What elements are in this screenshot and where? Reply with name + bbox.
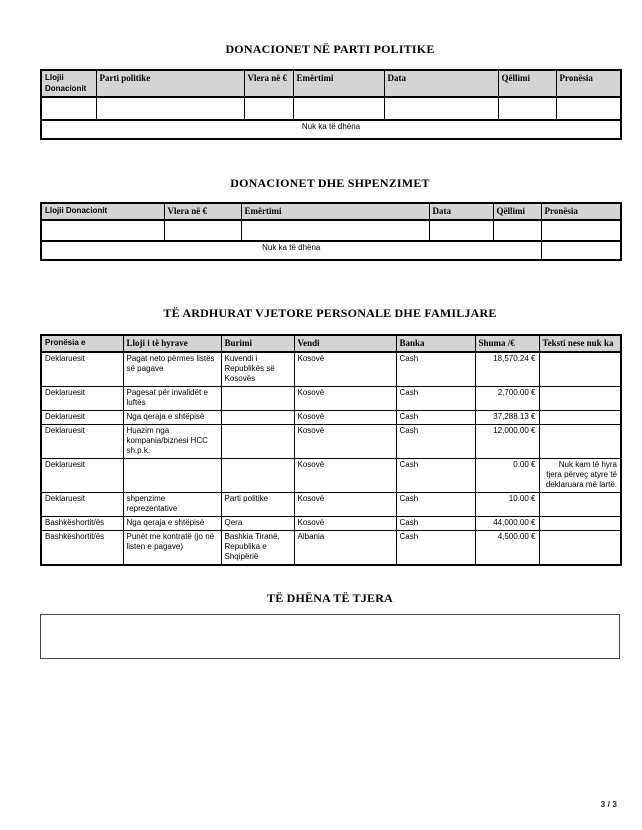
cell <box>41 97 96 120</box>
income-row <box>41 352 621 387</box>
cell: Bashkëshortit/ës <box>41 517 123 531</box>
cell: Nga qeraja e shtëpisë <box>123 517 221 531</box>
amount-cell: 4,500.00 € <box>475 531 539 566</box>
income-row <box>41 531 621 566</box>
cell: Albania <box>294 531 396 566</box>
empty-data-row <box>41 220 621 241</box>
cell <box>221 387 294 411</box>
cell: Cash <box>396 493 475 517</box>
header-cell: Teksti nese nuk ka <box>539 335 621 352</box>
cell: Kosovë <box>294 493 396 517</box>
note-cell <box>539 387 621 411</box>
cell <box>221 411 294 425</box>
header-cell: Vlera në € <box>164 203 241 220</box>
income-row <box>41 517 621 531</box>
cell <box>41 220 164 241</box>
cell <box>541 220 621 241</box>
header-cell: Emërtimi <box>241 203 429 220</box>
cell: Qera <box>221 517 294 531</box>
header-cell: Pronësia <box>541 203 621 220</box>
cell: Kosovë <box>294 352 396 387</box>
cell: Cash <box>396 352 475 387</box>
cell: shpenzime reprezentative <box>123 493 221 517</box>
header-cell: Pronësia <box>556 70 621 97</box>
no-data-cell: Nuk ka të dhëna <box>41 120 621 139</box>
cell <box>384 97 498 120</box>
header-cell: Llojii Donacionit <box>41 203 164 220</box>
cell: Deklaruesit <box>41 411 123 425</box>
amount-cell: 10.00 € <box>475 493 539 517</box>
cell: Pagesat për invalidët e luftës <box>123 387 221 411</box>
income-row <box>41 493 621 517</box>
amount-cell: 0.00 € <box>475 459 539 493</box>
header-cell: Lloji i të hyrave <box>123 335 221 352</box>
cell: Cash <box>396 531 475 566</box>
page-content <box>40 0 620 659</box>
cell: Parti politike <box>221 493 294 517</box>
cell <box>244 97 293 120</box>
amount-cell: 44,000.00 € <box>475 517 539 531</box>
cell: Kosovë <box>294 411 396 425</box>
other-data-empty-box <box>40 614 620 659</box>
cell <box>429 220 493 241</box>
header-cell: Vlera në € <box>244 70 293 97</box>
table-header-row <box>41 203 621 220</box>
table-header-row <box>41 335 621 352</box>
header-cell: Qëllimi <box>493 203 541 220</box>
header-cell: Shuma /€ <box>475 335 539 352</box>
donations-parties-table <box>40 69 622 140</box>
cell: Kosovë <box>294 517 396 531</box>
cell: Cash <box>396 387 475 411</box>
cell: Cash <box>396 411 475 425</box>
note-cell <box>539 425 621 459</box>
cell: Nga qeraja e shtëpisë <box>123 411 221 425</box>
cell: Punët me kontratë (jo në listen e pagave) <box>123 531 221 566</box>
note-cell: Nuk kam të hyra tjera përveç atyre të deklaruara më lartë. <box>539 459 621 493</box>
cell <box>221 459 294 493</box>
cell: Deklaruesit <box>41 493 123 517</box>
header-cell: Emërtimi <box>293 70 384 97</box>
income-row <box>41 387 621 411</box>
note-cell <box>539 352 621 387</box>
cell: Deklaruesit <box>41 352 123 387</box>
cell: Bashkia Tiranë, Republika e Shqipërië <box>221 531 294 566</box>
header-cell: Data <box>429 203 493 220</box>
no-data-row <box>41 120 621 139</box>
note-cell <box>539 517 621 531</box>
cell: Kosovë <box>294 425 396 459</box>
header-cell: Vendi <box>294 335 396 352</box>
note-cell <box>539 531 621 566</box>
header-cell: Qëllimi <box>498 70 556 97</box>
income-row <box>41 459 621 493</box>
note-cell <box>539 493 621 517</box>
note-cell <box>539 411 621 425</box>
cell: Kosovë <box>294 387 396 411</box>
donations-expenses-table <box>40 202 622 261</box>
table-header-row <box>41 70 621 97</box>
section-title-other-data: TË DHËNA TË TJERA <box>267 591 393 605</box>
cell <box>241 220 429 241</box>
header-cell: Data <box>384 70 498 97</box>
header-cell: Burimi <box>221 335 294 352</box>
annual-income-table <box>40 334 622 566</box>
income-row <box>41 411 621 425</box>
page-number: 3 / 3 <box>600 799 617 809</box>
cell <box>164 220 241 241</box>
empty-data-row <box>41 97 621 120</box>
cell: Cash <box>396 425 475 459</box>
cell <box>493 220 541 241</box>
cell <box>96 97 244 120</box>
header-cell: Banka <box>396 335 475 352</box>
amount-cell: 2,700.00 € <box>475 387 539 411</box>
section-title-donations-expenses: DONACIONET DHE SHPENZIMET <box>230 176 430 190</box>
cell <box>498 97 556 120</box>
amount-cell: 18,570.24 € <box>475 352 539 387</box>
amount-cell: 12,000.00 € <box>475 425 539 459</box>
cell <box>541 241 621 260</box>
cell: Cash <box>396 459 475 493</box>
section-title-donations-parties: DONACIONET NË PARTI POLITIKE <box>225 42 435 56</box>
header-cell: Parti politike <box>96 70 244 97</box>
cell: Cash <box>396 517 475 531</box>
cell: Deklaruesit <box>41 459 123 493</box>
header-cell: Llojii Donacionit <box>41 70 96 97</box>
cell: Huazim nga kompania/biznesi HCC sh.p.k. <box>123 425 221 459</box>
section-title-annual-income: TË ARDHURAT VJETORE PERSONALE DHE FAMILJARE <box>163 306 497 320</box>
cell <box>556 97 621 120</box>
amount-cell: 37,288.13 € <box>475 411 539 425</box>
cell: Deklaruesit <box>41 425 123 459</box>
cell <box>293 97 384 120</box>
cell <box>123 459 221 493</box>
no-data-cell: Nuk ka të dhëna <box>41 241 541 260</box>
cell <box>221 425 294 459</box>
cell: Kuvendi i Republikës së Kosovës <box>221 352 294 387</box>
no-data-row <box>41 241 621 260</box>
cell: Kosovë <box>294 459 396 493</box>
cell: Deklaruesit <box>41 387 123 411</box>
header-cell: Pronësia e <box>41 335 123 352</box>
income-row <box>41 425 621 459</box>
cell: Bashkëshortit/ës <box>41 531 123 566</box>
cell: Pagat neto përmes listës së pagave <box>123 352 221 387</box>
